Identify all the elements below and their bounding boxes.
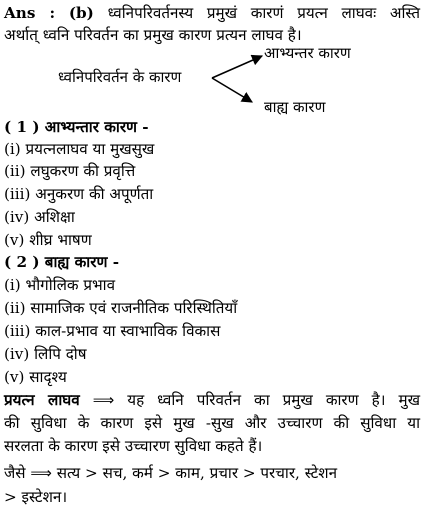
section2-item-2: (ii) सामाजिक एवं राजनीतिक परिस्थितियाँ <box>4 299 238 317</box>
examples-line-1 <box>4 463 337 483</box>
implies-arrow-icon: ⟹ <box>92 391 115 409</box>
section1-heading: ( 1 ) आभ्यन्तार कारण - <box>4 118 149 136</box>
explanation-term: प्रयत्न लाघव <box>4 391 80 409</box>
section1-item-2: (ii) लघुकरण की प्रवृत्ति <box>4 162 136 180</box>
examples-line-1-rest: सत्य > सच, कर्म > काम, प्रचार > परचार, स्टेशन <box>56 464 338 482</box>
section2-heading: ( 2 ) बाह्य कारण - <box>4 253 120 271</box>
section2-item-5: (v) सादृश्य <box>4 368 67 386</box>
section2-item-4: (iv) लिपि दोष <box>4 345 87 363</box>
diagram-arrow-top <box>212 56 262 78</box>
examples-line-2: > इस्टेशन। <box>4 488 68 506</box>
diagram-source-label: ध्वनिपरिवर्तन के कारण <box>58 68 182 86</box>
answer-sanskrit-text: ध्वनिपरिवर्तनस्य प्रमुखं कारणं प्रयत्न लाघवः अस्ति <box>107 4 420 22</box>
explanation-line-1-rest: यह ध्वनि परिवर्तन का प्रमुख कारण है। मुख <box>127 391 421 409</box>
section1-item-5: (v) शीघ्र भाषण <box>4 231 92 249</box>
explanation-line-1 <box>4 389 420 411</box>
section1-item-4: (iv) अशिक्षा <box>4 208 75 226</box>
explanation-line-3: सरलता के कारण इसे उच्चारण सुविधा कहते हैं। <box>4 437 263 455</box>
section2-item-1: (i) भौगोलिक प्रभाव <box>4 276 116 294</box>
section1-item-1: (i) प्रयत्नलाघव या मुखसुख <box>4 140 155 158</box>
answer-option: (b) <box>68 4 94 22</box>
diagram-branch-top-label: आभ्यन्तर कारण <box>264 44 351 62</box>
implies-arrow-icon: ⟹ <box>30 464 52 482</box>
diagram-arrow-bottom <box>212 78 252 102</box>
answer-line-2: अर्थात् ध्वनि परिवर्तन का प्रमुख कारण प्रत्यन लाघव है। <box>4 26 302 44</box>
answer-prefix: Ans : <box>4 4 56 22</box>
examples-lead: जैसे <box>4 464 26 482</box>
explanation-line-2: की सुविधा के कारण इसे मुख -सुख और उच्चारण की सुविधा या <box>4 414 420 432</box>
diagram-branch-bottom-label: बाह्य कारण <box>264 98 326 116</box>
section1-item-3: (iii) अनुकरण की अपूर्णता <box>4 185 154 203</box>
section2-item-3: (iii) काल-प्रभाव या स्वाभाविक विकास <box>4 322 221 340</box>
